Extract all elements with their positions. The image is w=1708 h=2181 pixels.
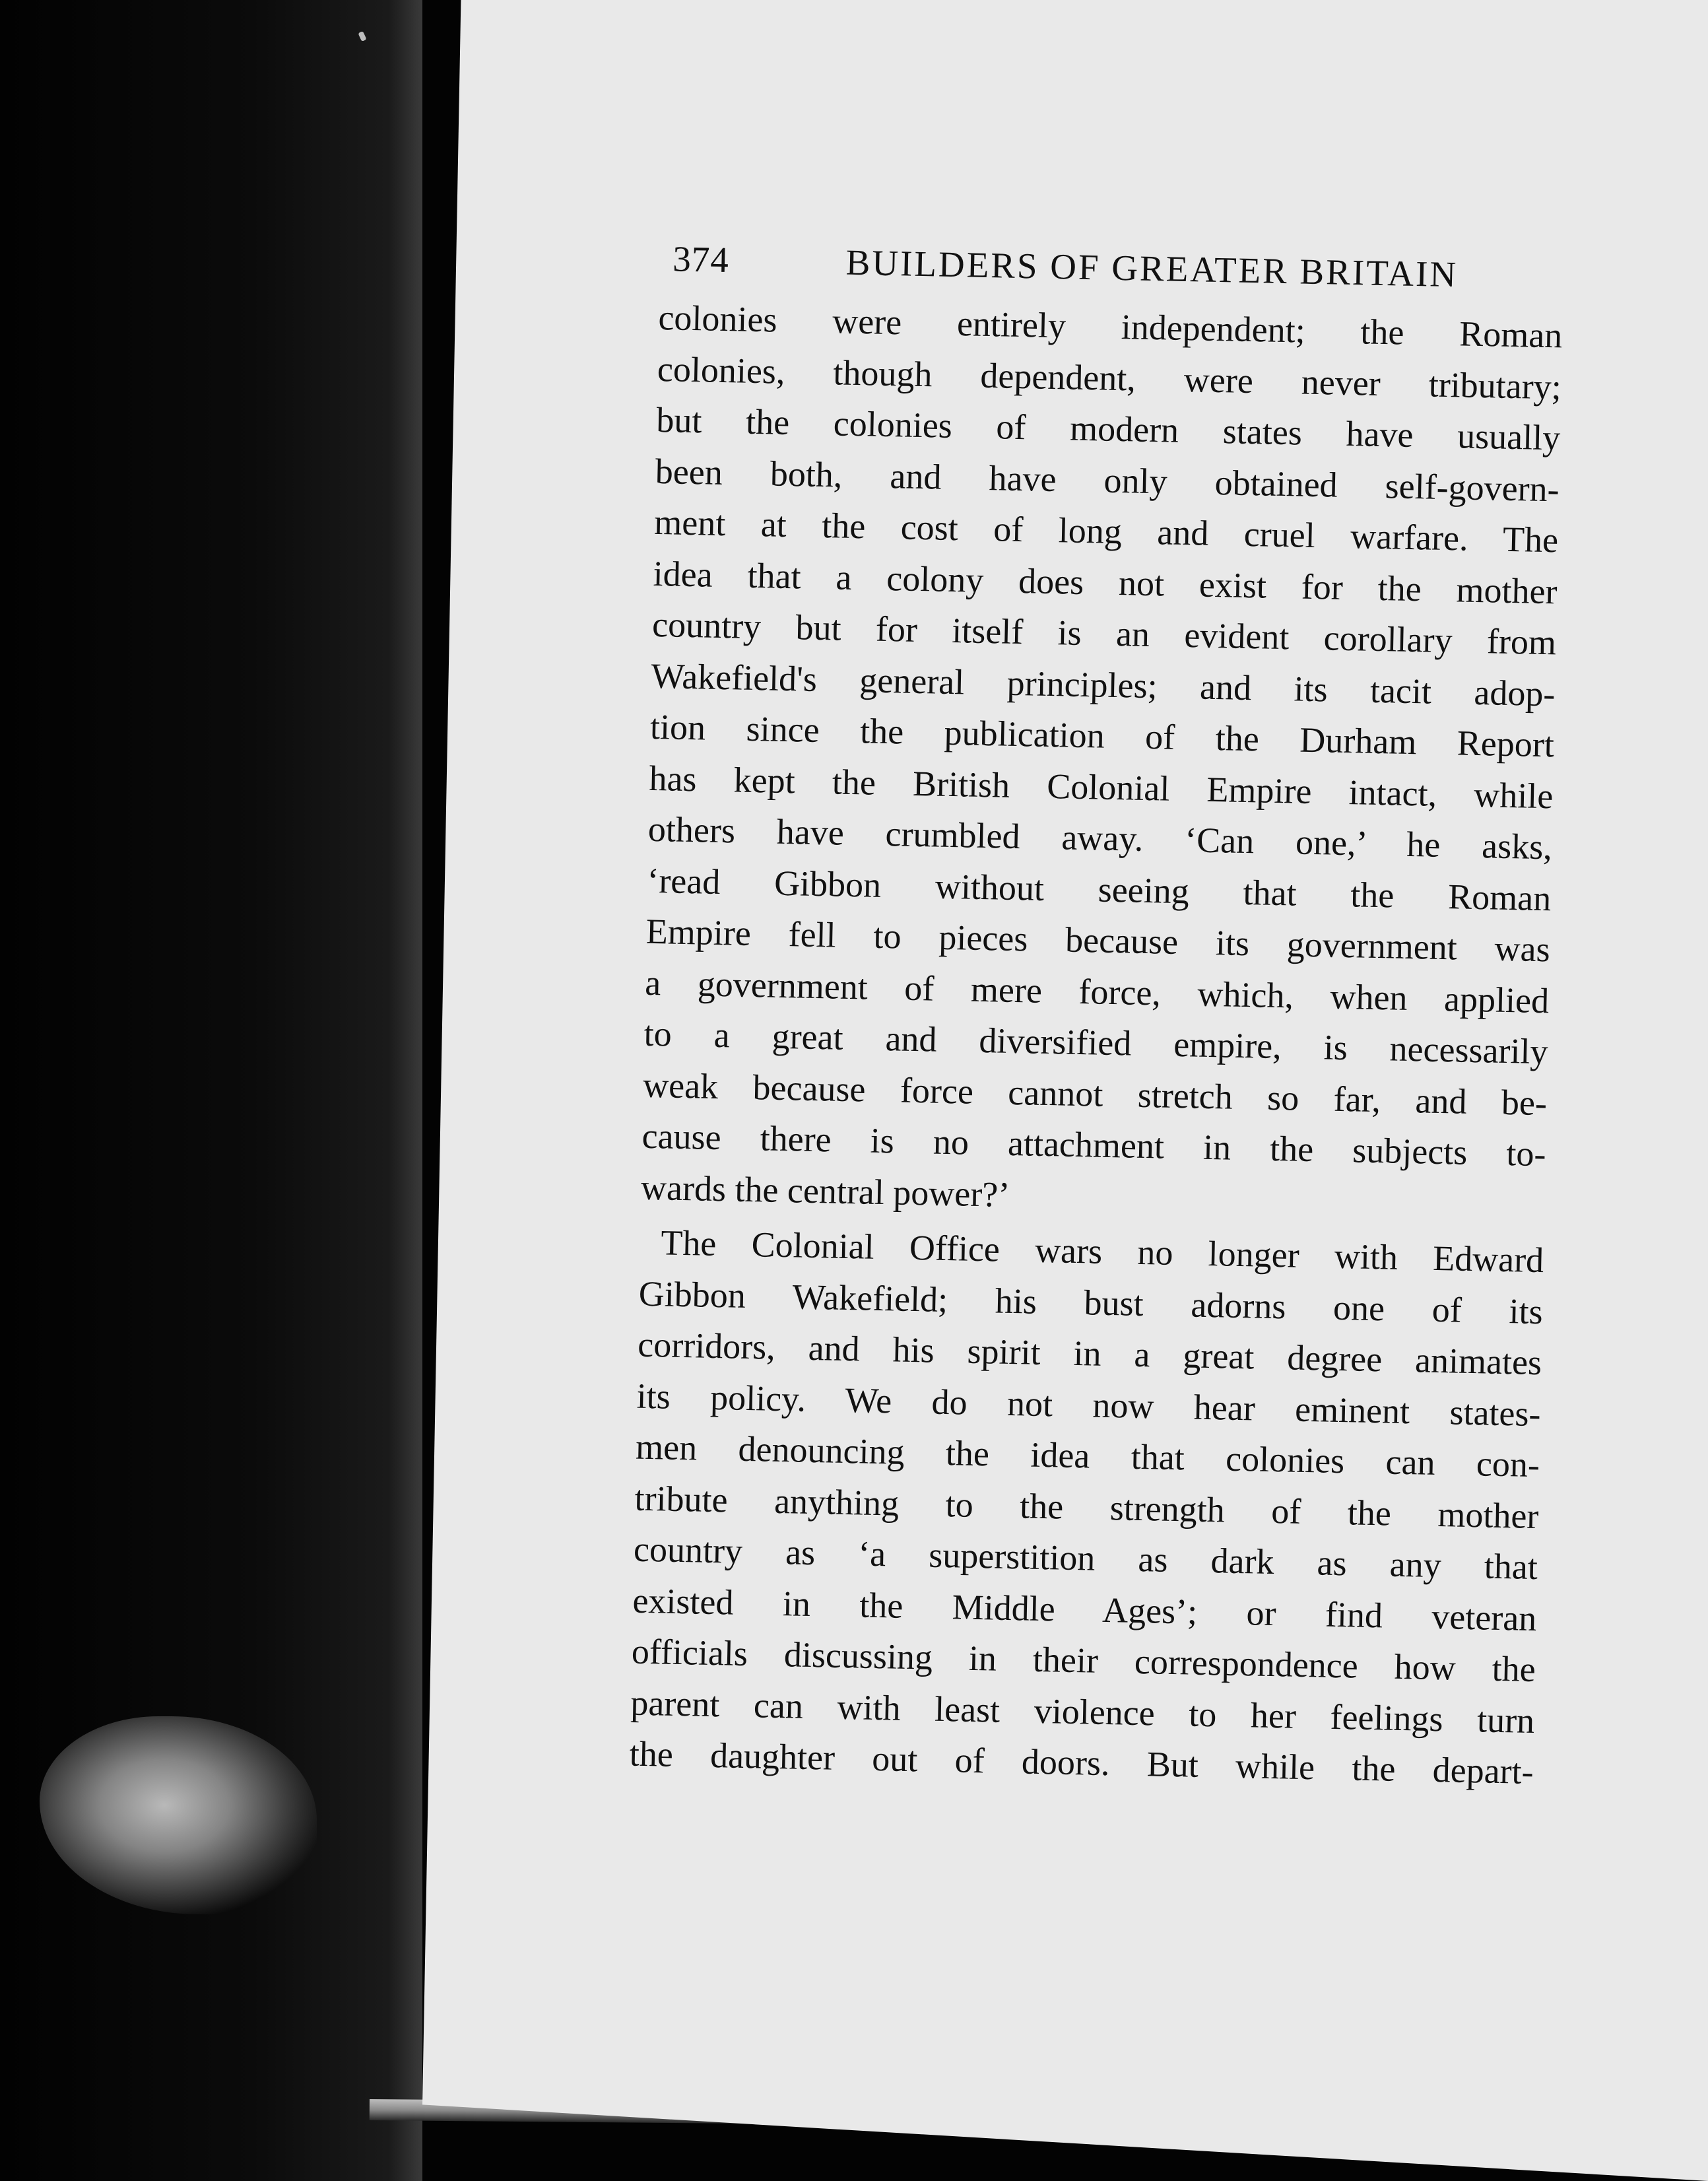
text-line: to a great and diversified empire, is necessarily (643, 1013, 1549, 1072)
text-line: weak because force cannot stretch so far, and be- (642, 1065, 1548, 1123)
text-line: corridors, and his spirit in a great degree animates (637, 1324, 1542, 1383)
text-line: ‘read Gibbon without seeing that the Roman (646, 860, 1552, 918)
text-line: The Colonial Office wars no longer with Edward (660, 1223, 1544, 1281)
text-line: tion since the publication of the Durham Report (649, 706, 1555, 765)
text-line: been both, and have only obtained self-govern- (655, 451, 1560, 509)
text-line: its policy. We do not now hear eminent states- (636, 1376, 1542, 1434)
text-line: tribute anything to the strength of the mother (634, 1478, 1540, 1536)
text-line: wards the central power?’ (640, 1167, 1010, 1215)
text-line: officials discussing in their correspondence how the (631, 1631, 1536, 1690)
page-text-block (629, 238, 1564, 1798)
paragraph-2 (629, 1217, 1544, 1798)
text-line: others have crumbled away. ‘Can one,’ he asks, (647, 809, 1553, 867)
text-line: country but for itself is an evident corollary from (651, 604, 1557, 663)
text-line: a government of mere force, which, when applied (644, 962, 1550, 1021)
text-line: Wakefield's general principles; and its tacit adop- (651, 655, 1556, 714)
text-line: existed in the Middle Ages’; or find veteran (632, 1580, 1537, 1638)
text-line: idea that a colony does not exist for the mother (653, 553, 1558, 611)
text-line: country as ‘a superstition as dark as any that (633, 1529, 1538, 1588)
text-line: cause there is no attachment in the subjects to- (641, 1116, 1547, 1174)
text-line: but the colonies of modern states have usually (655, 399, 1561, 458)
text-line: parent can with least violence to her feelings turn (630, 1683, 1535, 1741)
text-line: Gibbon Wakefield; his bust adorns one of its (638, 1273, 1544, 1331)
text-line: colonies, though dependent, were never tributary; (657, 349, 1562, 407)
running-title: BUILDERS OF GREATER BRITAIN (845, 242, 1459, 295)
text-line: ment at the cost of long and cruel warfare. The (653, 502, 1559, 560)
text-line: the daughter out of doors. But while the depart- (629, 1733, 1534, 1792)
text-line: colonies were entirely independent; the Roman (657, 297, 1563, 356)
paragraph-1 (640, 292, 1563, 1231)
page-number: 374 (672, 238, 730, 281)
text-line: Empire fell to pieces because its government was (645, 911, 1551, 970)
text-line: men denouncing the idea that colonies can con- (635, 1426, 1540, 1485)
text-line: has kept the British Colonial Empire intact, while (648, 758, 1554, 816)
